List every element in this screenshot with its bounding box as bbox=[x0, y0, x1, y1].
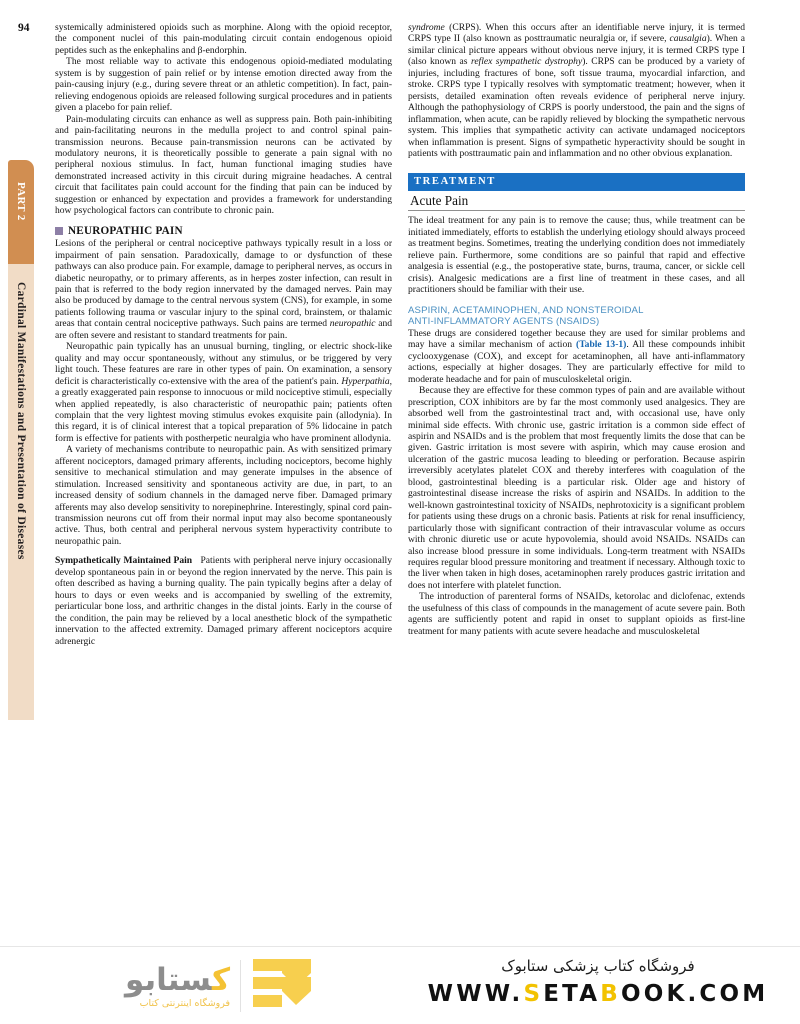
right-text-column bbox=[408, 22, 745, 637]
url-b: B bbox=[600, 981, 621, 1007]
paragraph: The ideal treatment for any pain is to remove the cause; thus, while treatment can be initiated immediately, efforts to establish the underlying etiology should always proceed as treatment begins. Sometimes, treating the underlying condition does not immediately relieve pain. Furthermore, some conditions are so painful that rapid and effective analgesia is essential (e.g., the postoperative state, burns, trauma, cancer, or sickle cell crisis). Analgesic medications are a first line of treatment in these cases, and all practitioners should be familiar with their use. bbox=[408, 215, 745, 296]
section-heading-label: NEUROPATHIC PAIN bbox=[68, 224, 183, 237]
section-heading-neuropathic-pain bbox=[55, 226, 392, 237]
logo-main-gold: ک bbox=[211, 961, 230, 998]
run-in-heading: Sympathetically Maintained Pain bbox=[55, 555, 193, 567]
paragraph: Neuropathic pain typically has an unusual burning, tingling, or electric shock-like quality and may occur spontaneously, without any stimulus, or be triggered by very light touch. These features are rare in other types of pain. On examination, a sensory deficit is characteristically co-extensive with the area of the patient's pain. Hyperpathia, a greatly exaggerated pain response to innocuous or mild nociceptive stimuli, especially when applied repeatedly, is also characteristic of neuropathic pain; patients often complain that the very lightest moving stimulus evokes exquisite pain (allodynia). In this regard, it is of clinical interest that a topical preparation of 5% lidocaine in patch form is effective for patients with postherpetic neuralgia who have prominent allodynia. bbox=[55, 341, 392, 444]
paragraph: systemically administered opioids such as morphine. Along with the opioid receptor, the component nuclei of this pain-modulating circuit contain endogenous opioid peptides such as the enkephalins and β-endorphin. bbox=[55, 22, 392, 56]
treatment-rule bbox=[408, 210, 745, 211]
paragraph: Lesions of the peripheral or central nociceptive pathways typically result in a loss or impairment of pain sensation. Paradoxically, damage to or dysfunction of these pathways can also produce pain. For example, damage to peripheral nerves, as occurs in diabetic neuropathy, or to primary afferents, as in herpes zoster infection, can result in pain that is referred to the body region innervated by the damaged nerves. Pain may also be produced by damage to the central nervous system (CNS), for example, in some patients following trauma or vascular injury to the spinal cord, brainstem, or thalamic areas that contain central nociceptive pathways. Such pains are termed neuropathic and are often severe and resistant to standard treatments for pain. bbox=[55, 238, 392, 341]
footer-tagline-persian: فروشگاه کتاب پزشکی ستابوک bbox=[501, 957, 695, 975]
url-eta: ETA bbox=[543, 981, 601, 1007]
logo-divider bbox=[240, 960, 241, 1012]
treatment-banner: TREATMENT bbox=[408, 173, 745, 190]
page-number: 94 bbox=[18, 22, 30, 34]
part-side-tab bbox=[8, 160, 34, 720]
logo-sub-text: فروشگاه اینترنتی کتاب bbox=[139, 997, 230, 1009]
square-bullet-icon bbox=[55, 227, 63, 235]
footer-brand-text bbox=[408, 955, 788, 1009]
paragraph: syndrome (CRPS). When this occurs after an identifiable nerve injury, it is termed CRPS type II (also known as posttraumatic neuralgia or, if severe, causalgia). When a similar clinical picture appears without obvious nerve injury, it is termed CRPS type I (also known as reflex sympathetic dystrophy). CRPS can be produced by a variety of injuries, including fractures of bone, soft tissue trauma, myocardial infarction, and stroke. CRPS type I typically resolves with symptomatic treatment; however, when it persists, detailed examination often reveals evidence of peripheral nerve injury. Although the pathophysiology of CRPS is poorly understood, the pain and the signs of inflammation, when acute, can be rapidly relieved by blocking the sympathetic nervous system. This implies that sympathetic activity can activate undamaged nociceptors when inflammation is present. Signs of sympathetic hyperactivity should be sought in patients with posttraumatic pain and inflammation and no other obvious explanation. bbox=[408, 22, 745, 159]
left-text-column bbox=[55, 22, 392, 647]
chevron-logo-icon bbox=[251, 957, 313, 1015]
url-prefix: WWW. bbox=[427, 981, 524, 1007]
treatment-box bbox=[408, 173, 745, 637]
paragraph: These drugs are considered together because they are used for similar problems and may have a similar mechanism of action (Table 13-1). All these compounds inhibit cyclooxygenase (COX), and except for acetaminophen, all have anti-inflammatory actions, especially at higher dosages. They are particularly effective for mild to moderate headache and for pain of musculoskeletal origin. bbox=[408, 327, 745, 385]
logo-main-grey: ستابو bbox=[125, 961, 212, 998]
part-label: PART 2 bbox=[15, 182, 27, 221]
part-title: Cardinal Manifestations and Presentation of Diseases bbox=[15, 282, 27, 560]
logo-wordmark bbox=[78, 963, 230, 1010]
footer-watermark bbox=[0, 947, 800, 1024]
treatment-subtitle: Acute Pain bbox=[410, 192, 469, 208]
drug-class-heading bbox=[408, 305, 745, 327]
drug-class-heading-line2: ANTI-INFLAMMATORY AGENTS (NSAIDS) bbox=[408, 315, 600, 327]
footer-website-url[interactable] bbox=[408, 979, 788, 1009]
drug-class-heading-line1: ASPIRIN, ACETAMINOPHEN, AND NONSTEROIDAL bbox=[408, 304, 644, 316]
paragraph: Because they are effective for these common types of pain and are available without prescription, COX inhibitors are by far the most commonly used analgesics. They are absorbed well from the gastrointestinal tract and, with occasional use, have only minimal side effects. With chronic use, gastric irritation is a common side effect of aspirin and NSAIDs and is the problem that most frequently limits the dose that can be given. Gastric irritation is most severe with aspirin, which may cause erosion and ulceration of the gastric mucosa leading to bleeding or perforation. Because aspirin irreversibly acetylates platelet COX and thereby interferes with coagulation of the blood, gastrointestinal bleeding is a particular risk. Older age and history of gastrointestinal disease increase the risks of aspirin and NSAIDs. In addition to the well-known gastrointestinal toxicity of NSAIDs, nephrotoxicity is a significant problem for patients using these drugs on a chronic basis. Patients at risk for renal insufficiency, particularly those with significant contraction of their intravascular volume as occurs with chronic diuretic use or acute hypovolemia, should avoid NSAIDs. NSAIDs can also increase blood pressure in some individuals. Long-term treatment with NSAIDs requires regular blood pressure monitoring and treatment if necessary. Although toxic to the liver when taken in high doses, acetaminophen rarely produces gastric irritation and does not interfere with platelet function. bbox=[408, 385, 745, 591]
paragraph: A variety of mechanisms contribute to neuropathic pain. As with sensitized primary afferent nociceptors, damaged primary afferents, including nociceptors, become highly sensitive to mechanical stimulation and may generate impulses in the absence of stimulation. Increased sensitivity and spontaneous activity are due, in part, to an increased density of sodium channels in the damaged nerve fiber. Damaged primary afferents may also develop sensitivity to norepinephrine. Interestingly, spinal cord pain-transmission neurons cut off from their normal input may also become spontaneously active. Thus, both central and peripheral nervous system hyperactivity contribute to neuropathic pain. bbox=[55, 444, 392, 547]
run-in-body: Patients with peripheral nerve injury occasionally develop spontaneous pain in or beyond the region innervated by the nerve. This pain is often described as having a burning quality. The pain typically begins after a delay of hours to days or even weeks and is accompanied by swelling of the extremity, periarticular bone loss, and arthritic changes in the distal joints. Early in the course of the condition, the pain may be relieved by a local anesthetic block of the sympathetic innervation to the affected extremity. Damaged primary afferent nociceptors acquire adrenergic bbox=[55, 555, 392, 647]
paragraph: The most reliable way to activate this endogenous opioid-mediated modulating system is by suggestion of pain relief or by intense emotion directed away from the pain-causing injury (e.g., during severe threat or an athletic competition). In fact, pain-relieving endogenous opioids are released following surgical procedures and in patients given a placebo for pain relief. bbox=[55, 56, 392, 114]
paragraph: The introduction of parenteral forms of NSAIDs, ketorolac and diclofenac, extends the usefulness of this class of compounds in the management of acute severe pain. Both agents are sufficiently potent and rapid in onset to supplant opioids as first-line treatment for many patients with acute severe headache and musculoskeletal bbox=[408, 591, 745, 637]
run-in-paragraph bbox=[55, 555, 392, 647]
url-s: S bbox=[523, 981, 544, 1007]
setabook-logo[interactable] bbox=[78, 951, 323, 1021]
url-suffix: OOK.COM bbox=[620, 981, 769, 1007]
paragraph: Pain-modulating circuits can enhance as well as suppress pain. Both pain-inhibiting and pain-facilitating neurons in the medulla project to and control spinal pain-transmission neurons. Because pain-transmission neurons can be activated by modulatory neurons, it is theoretically possible to generate a pain signal with no peripheral noxious stimulus. In fact, human functional imaging studies have demonstrated increased activity in this circuit during migraine headaches. A central circuit that facilitates pain could account for the finding that pain can be induced by suggestion or enhanced by expectation and provides a framework for understanding how psychological factors can contribute to chronic pain. bbox=[55, 113, 392, 217]
logo-main-text bbox=[125, 963, 230, 997]
